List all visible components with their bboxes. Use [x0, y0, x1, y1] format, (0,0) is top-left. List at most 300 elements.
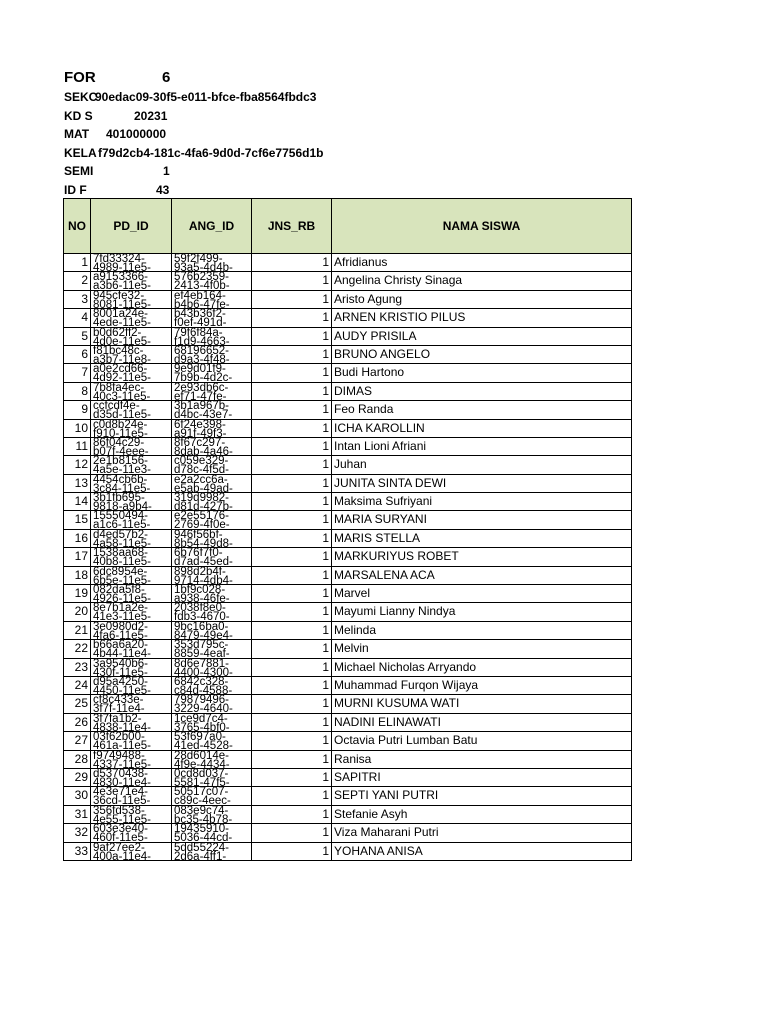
- table-row: [64, 750, 632, 768]
- ang-id-line1: 319d9982-: [174, 492, 229, 505]
- pd-id-line2: f910-11e5-: [93, 427, 148, 440]
- pd-id-line2: 3c84-11e5-: [93, 482, 151, 495]
- col-header-nama-siswa: NAMA SISWA: [332, 199, 632, 254]
- pd-id-line2: 4450-11e5-: [93, 684, 151, 697]
- ang-id-line2: ef71-47fe-: [174, 390, 227, 403]
- cell-pd-id: [91, 602, 172, 624]
- pd-id-line2: 4fa6-11e5-: [93, 629, 148, 642]
- cell-nama-siswa: Octavia Putri Lumban Batu: [332, 732, 632, 750]
- cell-jns-rb: 1: [252, 676, 332, 694]
- cell-pd-id: [91, 639, 172, 661]
- ang-id-line1: 68196652-: [174, 344, 229, 357]
- table-row: [64, 842, 632, 860]
- cell-ang-id: [172, 271, 252, 293]
- cell-nama-siswa: AUDY PRISILA: [332, 327, 632, 345]
- ang-id-line2: 8b54-49d8-: [174, 537, 233, 550]
- pd-id-line2: 4d92-11e5-: [93, 372, 151, 385]
- cell-no: 7: [64, 364, 91, 382]
- meta-label: MAT: [64, 127, 90, 141]
- cell-jns-rb: 1: [252, 603, 332, 621]
- cell-pd-id: [91, 492, 172, 514]
- cell-no: 33: [64, 842, 91, 860]
- cell-nama-siswa: Stefanie Asyh: [332, 805, 632, 823]
- pd-id-line2: 4d0e-11e5-: [93, 335, 151, 348]
- cell-pd-id: [91, 731, 172, 753]
- meta-row-mata: [64, 125, 364, 144]
- table-row: [64, 456, 632, 474]
- cell-ang-id: [172, 455, 252, 477]
- cell-ang-id: [172, 675, 252, 697]
- ang-id-line1: 2e93db6c-: [174, 381, 229, 394]
- cell-nama-siswa: BRUNO ANGELO: [332, 345, 632, 363]
- pd-id-line2: b07f-4eee-: [93, 445, 149, 458]
- cell-no: 3: [64, 290, 91, 308]
- pd-id-line1: d95a4250-: [93, 675, 148, 688]
- pd-id-line2: 4ede-11e5-: [93, 317, 151, 330]
- ang-id-line2: a938-46fe-: [174, 593, 230, 606]
- table-row: [64, 768, 632, 786]
- pd-id-line2: 430f-11e5-: [93, 666, 148, 679]
- pd-id-line2: 4b44-11e4-: [93, 648, 151, 661]
- pd-id-line1: 03f62b00-: [93, 731, 145, 744]
- table-row: [64, 585, 632, 603]
- ang-id-line2: f0ef-491d-: [174, 317, 227, 330]
- cell-nama-siswa: Maksima Sufriyani: [332, 493, 632, 511]
- ang-id-line2: 8dab-4a46-: [174, 445, 233, 458]
- ang-id-line2: fdb3-4670-: [174, 611, 230, 624]
- pd-id-line1: 8001a24e-: [93, 308, 148, 321]
- cell-jns-rb: 1: [252, 805, 332, 823]
- table-header-row: [64, 199, 632, 254]
- cell-no: 12: [64, 456, 91, 474]
- table-row: [64, 603, 632, 621]
- ang-id-line2: 93a5-4d4b-: [174, 262, 233, 274]
- cell-jns-rb: 1: [252, 787, 332, 805]
- ang-id-line1: 8d6e7881-: [174, 657, 229, 670]
- cell-pd-id: [91, 436, 172, 458]
- cell-jns-rb: 1: [252, 493, 332, 511]
- ang-id-line2: bc35-4b78-: [174, 813, 233, 826]
- cell-nama-siswa: Michael Nicholas Arryando: [332, 658, 632, 676]
- table-row: [64, 327, 632, 345]
- cell-no: 32: [64, 824, 91, 842]
- pd-id-line1: f81bc48c-: [93, 344, 144, 357]
- pd-id-line2: 3f7f-11e4-: [93, 703, 145, 716]
- cell-no: 11: [64, 437, 91, 455]
- ang-id-line1: e2a2cc6a-: [174, 473, 228, 486]
- pd-id-line1: 2e1b8156-: [93, 455, 148, 468]
- pd-id-line1: d5370438-: [93, 767, 148, 780]
- ang-id-line2: d9a3-4f48-: [174, 353, 230, 366]
- table-row: [64, 382, 632, 400]
- pd-id-line1: ccfcdf4e-: [93, 400, 140, 413]
- cell-no: 17: [64, 548, 91, 566]
- cell-jns-rb: 1: [252, 419, 332, 437]
- cell-nama-siswa: Melinda: [332, 621, 632, 639]
- cell-ang-id: [172, 418, 252, 440]
- cell-ang-id: [172, 749, 252, 771]
- pd-id-line2: 4337-11e5-: [93, 758, 151, 771]
- ang-id-line2: 41ed-4528-: [174, 740, 233, 753]
- cell-jns-rb: 1: [252, 824, 332, 842]
- cell-nama-siswa: DIMAS: [332, 382, 632, 400]
- cell-no: 13: [64, 474, 91, 492]
- pd-id-line1: 3a9540b6-: [93, 657, 148, 670]
- table-row: [64, 345, 632, 363]
- ang-id-line1: e2e55176-: [174, 510, 229, 523]
- cell-ang-id: [172, 620, 252, 642]
- cell-no: 8: [64, 382, 91, 400]
- table-row: [64, 364, 632, 382]
- pd-id-line1: c0d8b24e-: [93, 418, 148, 431]
- meta-row-kelas: [64, 144, 364, 163]
- ang-id-line2: d4bc-43e7-: [174, 409, 233, 422]
- cell-no: 4: [64, 309, 91, 327]
- cell-jns-rb: 1: [252, 732, 332, 750]
- ang-id-line2: e5ab-49ad-: [174, 482, 233, 495]
- cell-jns-rb: 1: [252, 272, 332, 290]
- ang-id-line2: b4b6-47fe-: [174, 298, 230, 311]
- cell-nama-siswa: SEPTI YANI PUTRI: [332, 787, 632, 805]
- pd-id-line1: 3e0980d2-: [93, 620, 148, 633]
- pd-id-line1: b0d62ff2-: [93, 326, 142, 339]
- cell-ang-id: [172, 510, 252, 532]
- ang-id-line1: 50517c07-: [174, 786, 229, 799]
- pd-id-line1: 4e3e71e4-: [93, 786, 148, 799]
- pd-id-line2: 4830-11e4-: [93, 776, 151, 789]
- pd-id-line1: 3b1fb695-: [93, 492, 145, 505]
- cell-ang-id: [172, 767, 252, 789]
- cell-ang-id: [172, 363, 252, 385]
- pd-id-line2: 4989-11e5-: [93, 262, 151, 274]
- cell-nama-siswa: MURNI KUSUMA WATI: [332, 695, 632, 713]
- pd-id-line1: a9153366-: [93, 271, 148, 284]
- meta-value: 43: [156, 182, 170, 197]
- cell-ang-id: [172, 639, 252, 661]
- ang-id-line1: 59f2f499-: [174, 253, 223, 265]
- cell-ang-id: [172, 289, 252, 311]
- table-row: [64, 548, 632, 566]
- pd-id-line1: d4ed57b2-: [93, 528, 148, 541]
- table-row: [64, 566, 632, 584]
- table-row: [64, 493, 632, 511]
- cell-jns-rb: 1: [252, 621, 332, 639]
- ang-id-line2: 2769-4f0e-: [174, 519, 230, 532]
- meta-value: 6: [162, 69, 171, 86]
- ang-id-line2: a91f-49f3-: [174, 427, 227, 440]
- cell-jns-rb: 1: [252, 842, 332, 860]
- table-row: [64, 658, 632, 676]
- cell-pd-id: [91, 823, 172, 845]
- col-header-jns-rb: JNS_RB: [252, 199, 332, 254]
- cell-no: 31: [64, 805, 91, 823]
- cell-ang-id: [172, 694, 252, 716]
- cell-pd-id: [91, 841, 172, 863]
- ang-id-line1: 79f6f84a-: [174, 326, 223, 339]
- cell-pd-id: [91, 749, 172, 771]
- col-header-ang-id: ANG_ID: [172, 199, 252, 254]
- pd-id-line1: b66a6a20-: [93, 639, 148, 652]
- cell-no: 16: [64, 529, 91, 547]
- ang-id-line2: 2413-4f0b-: [174, 280, 230, 293]
- cell-nama-siswa: Budi Hartono: [332, 364, 632, 382]
- cell-no: 21: [64, 621, 91, 639]
- cell-pd-id: [91, 400, 172, 422]
- cell-ang-id: [172, 381, 252, 403]
- cell-nama-siswa: SAPITRI: [332, 768, 632, 786]
- cell-ang-id: [172, 308, 252, 330]
- cell-pd-id: [91, 565, 172, 587]
- ang-id-line2: c84d-4588-: [174, 684, 233, 697]
- cell-pd-id: [91, 584, 172, 606]
- cell-pd-id: [91, 786, 172, 808]
- cell-nama-siswa: Ranisa: [332, 750, 632, 768]
- pd-id-line1: 6dc8954e-: [93, 565, 148, 578]
- pd-id-line2: 4e55-11e5-: [93, 813, 151, 826]
- cell-ang-id: [172, 657, 252, 679]
- cell-jns-rb: 1: [252, 290, 332, 308]
- ang-id-line1: 898d2b4f-: [174, 565, 226, 578]
- cell-no: 27: [64, 732, 91, 750]
- table-row: [64, 511, 632, 529]
- ang-id-line1: 083e9c74-: [174, 804, 229, 817]
- pd-id-line2: 460f-11e5-: [93, 832, 148, 845]
- cell-pd-id: [91, 381, 172, 403]
- cell-nama-siswa: Angelina Christy Sinaga: [332, 272, 632, 290]
- pd-id-line1: 603e3e40-: [93, 823, 148, 836]
- ang-id-line1: 79879496-: [174, 694, 229, 707]
- cell-jns-rb: 1: [252, 566, 332, 584]
- pd-id-line2: 4838-11e4-: [93, 721, 151, 734]
- student-table: [63, 198, 632, 861]
- pd-id-line2: 400a-11e4-: [93, 850, 151, 863]
- meta-row-sekolah: [64, 88, 364, 107]
- cell-jns-rb: 1: [252, 511, 332, 529]
- pd-id-line2: 4a58-11e5-: [93, 537, 151, 550]
- table-row: [64, 621, 632, 639]
- cell-ang-id: [172, 584, 252, 606]
- ang-id-line2: 4400-4300-: [174, 666, 233, 679]
- cell-jns-rb: 1: [252, 309, 332, 327]
- col-header-no: NO: [64, 199, 91, 254]
- cell-nama-siswa: Intan Lioni Afriani: [332, 437, 632, 455]
- cell-pd-id: [91, 804, 172, 826]
- cell-jns-rb: 1: [252, 713, 332, 731]
- pd-id-line1: 15550494-: [93, 510, 148, 523]
- cell-pd-id: [91, 510, 172, 532]
- meta-value: 401000000: [106, 127, 167, 141]
- ang-id-line2: 5036-44cd-: [174, 832, 233, 845]
- pd-id-line1: 082da5f8-: [93, 584, 145, 597]
- ang-id-line2: 2d6a-4ff1-: [174, 850, 227, 863]
- ang-id-line1: 9e9d01f9-: [174, 363, 226, 376]
- cell-pd-id: [91, 363, 172, 385]
- cell-ang-id: [172, 731, 252, 753]
- cell-nama-siswa: Muhammad Furqon Wijaya: [332, 676, 632, 694]
- ang-id-line1: 576b2359-: [174, 271, 229, 284]
- cell-jns-rb: 1: [252, 768, 332, 786]
- pd-id-line1: 945cfe32-: [93, 289, 145, 302]
- cell-jns-rb: 1: [252, 382, 332, 400]
- cell-ang-id: [172, 436, 252, 458]
- ang-id-line1: 6b76f7f0-: [174, 547, 223, 560]
- cell-jns-rb: 1: [252, 327, 332, 345]
- cell-no: 10: [64, 419, 91, 437]
- cell-no: 22: [64, 640, 91, 658]
- cell-no: 28: [64, 750, 91, 768]
- ang-id-line2: 4f9e-4434-: [174, 758, 230, 771]
- ang-id-line1: 19435910-: [174, 823, 229, 836]
- cell-jns-rb: 1: [252, 254, 332, 272]
- table-row: [64, 676, 632, 694]
- pd-id-line1: a0e2cd66-: [93, 363, 148, 376]
- meta-label: KD S: [64, 108, 93, 123]
- meta-row-form: [64, 67, 364, 88]
- table-row: [64, 401, 632, 419]
- cell-jns-rb: 1: [252, 364, 332, 382]
- meta-value: 90edac09-30f5-e011-bfce-fba8564fbdc3: [95, 90, 317, 104]
- pd-id-line2: 461a-11e5-: [93, 740, 151, 753]
- cell-nama-siswa: ICHA KAROLLIN: [332, 419, 632, 437]
- cell-no: 29: [64, 768, 91, 786]
- cell-no: 20: [64, 603, 91, 621]
- cell-no: 1: [64, 254, 91, 272]
- ang-id-line1: 9bc16ba0-: [174, 620, 229, 633]
- cell-pd-id: [91, 547, 172, 569]
- cell-jns-rb: 1: [252, 529, 332, 547]
- pd-id-line1: 9af27ee2-: [93, 841, 145, 854]
- table-row: [64, 437, 632, 455]
- cell-nama-siswa: MARKURIYUS ROBET: [332, 548, 632, 566]
- pd-id-line2: a3b7-11e8-: [93, 353, 151, 366]
- cell-nama-siswa: NADINI ELINAWATI: [332, 713, 632, 731]
- ang-id-line1: 53f697a0-: [174, 731, 226, 744]
- pd-id-line2: 9818-a9b4-: [93, 501, 152, 514]
- table-row: [64, 695, 632, 713]
- cell-pd-id: [91, 675, 172, 697]
- cell-ang-id: [172, 528, 252, 550]
- pd-id-line1: f9749488-: [93, 749, 145, 762]
- ang-id-line2: d7ad-45ed-: [174, 556, 233, 569]
- cell-nama-siswa: Viza Maharani Putri: [332, 824, 632, 842]
- cell-pd-id: [91, 694, 172, 716]
- ang-id-line1: 8f67c297-: [174, 436, 226, 449]
- cell-nama-siswa: Mayumi Lianny Nindya: [332, 603, 632, 621]
- cell-pd-id: [91, 620, 172, 642]
- cell-ang-id: [172, 344, 252, 366]
- table-row: [64, 290, 632, 308]
- cell-ang-id: [172, 492, 252, 514]
- cell-ang-id: [172, 602, 252, 624]
- cell-pd-id: [91, 308, 172, 330]
- table-row: [64, 309, 632, 327]
- cell-no: 26: [64, 713, 91, 731]
- ang-id-line1: 2038f8e0-: [174, 602, 226, 615]
- cell-ang-id: [172, 400, 252, 422]
- ang-id-line1: 5dd55224-: [174, 841, 229, 854]
- cell-pd-id: [91, 657, 172, 679]
- pd-id-line1: cf8c433e-: [93, 694, 144, 707]
- pd-id-line1: 356fd538-: [93, 804, 145, 817]
- cell-no: 24: [64, 676, 91, 694]
- ang-id-line2: 9714-4db4-: [174, 574, 233, 587]
- table-row: [64, 713, 632, 731]
- ang-id-line2: d78c-4f5d-: [174, 464, 229, 477]
- cell-nama-siswa: Feo Randa: [332, 401, 632, 419]
- cell-pd-id: [91, 271, 172, 293]
- cell-ang-id: [172, 712, 252, 734]
- cell-jns-rb: 1: [252, 585, 332, 603]
- pd-id-line1: 7b8fa4ec-: [93, 381, 145, 394]
- ang-id-line1: 6f24e398-: [174, 418, 226, 431]
- cell-jns-rb: 1: [252, 695, 332, 713]
- table-row: [64, 272, 632, 290]
- cell-no: 15: [64, 511, 91, 529]
- table-row: [64, 732, 632, 750]
- pd-id-line1: 86f04c29-: [93, 436, 145, 449]
- table-row: [64, 824, 632, 842]
- cell-no: 5: [64, 327, 91, 345]
- meta-label: SEMI: [64, 164, 94, 178]
- cell-jns-rb: 1: [252, 437, 332, 455]
- cell-pd-id: [91, 473, 172, 495]
- table-row: [64, 805, 632, 823]
- pd-id-line2: 41e3-11e5-: [93, 611, 151, 624]
- cell-no: 18: [64, 566, 91, 584]
- meta-value: f79d2cb4-181c-4fa6-9d0d-7cf6e7756d1b: [98, 145, 324, 160]
- cell-nama-siswa: Juhan: [332, 456, 632, 474]
- pd-id-line1: 7fd33324-: [93, 253, 145, 265]
- ang-id-line2: 8859-4eaf-: [174, 648, 230, 661]
- cell-ang-id: [172, 823, 252, 845]
- ang-id-line1: 3b1a967b-: [174, 400, 229, 413]
- meta-label: KELA: [64, 145, 97, 160]
- cell-nama-siswa: MARSALENA ACA: [332, 566, 632, 584]
- ang-id-line2: 3765-4bf0-: [174, 721, 230, 734]
- cell-pd-id: [91, 767, 172, 789]
- meta-label: FOR: [64, 69, 96, 86]
- ang-id-line2: 7b9b-4d2c-: [174, 372, 233, 385]
- ang-id-line1: 946f56bf-: [174, 528, 223, 541]
- meta-value: 1: [163, 164, 170, 178]
- cell-no: 2: [64, 272, 91, 290]
- cell-nama-siswa: MARIS STELLA: [332, 529, 632, 547]
- ang-id-line2: 3229-4640-: [174, 703, 233, 716]
- cell-pd-id: [91, 254, 172, 272]
- ang-id-line1: 1bf9c028-: [174, 584, 226, 597]
- ang-id-line2: 8479-49e4-: [174, 629, 233, 642]
- cell-pd-id: [91, 344, 172, 366]
- cell-pd-id: [91, 528, 172, 550]
- ang-id-line2: f1d9-4663-: [174, 335, 230, 348]
- cell-ang-id: [172, 841, 252, 863]
- cell-nama-siswa: ARNEN KRISTIO PILUS: [332, 309, 632, 327]
- cell-ang-id: [172, 547, 252, 569]
- cell-jns-rb: 1: [252, 456, 332, 474]
- pd-id-line2: 36cd-11e5-: [93, 795, 151, 808]
- meta-row-kd: [64, 107, 364, 126]
- ang-id-line1: ef4eb164-: [174, 289, 226, 302]
- ang-id-line1: 28d6014e-: [174, 749, 229, 762]
- pd-id-line2: 40b8-11e5-: [93, 556, 151, 569]
- ang-id-line1: 353d795c-: [174, 639, 229, 652]
- ang-id-line2: 5581-47f5-: [174, 776, 230, 789]
- pd-id-line2: 8081-11e5-: [93, 298, 151, 311]
- ang-id-line1: 6842c328-: [174, 675, 229, 688]
- cell-nama-siswa: Aristo Agung: [332, 290, 632, 308]
- cell-nama-siswa: Marvel: [332, 585, 632, 603]
- cell-ang-id: [172, 804, 252, 826]
